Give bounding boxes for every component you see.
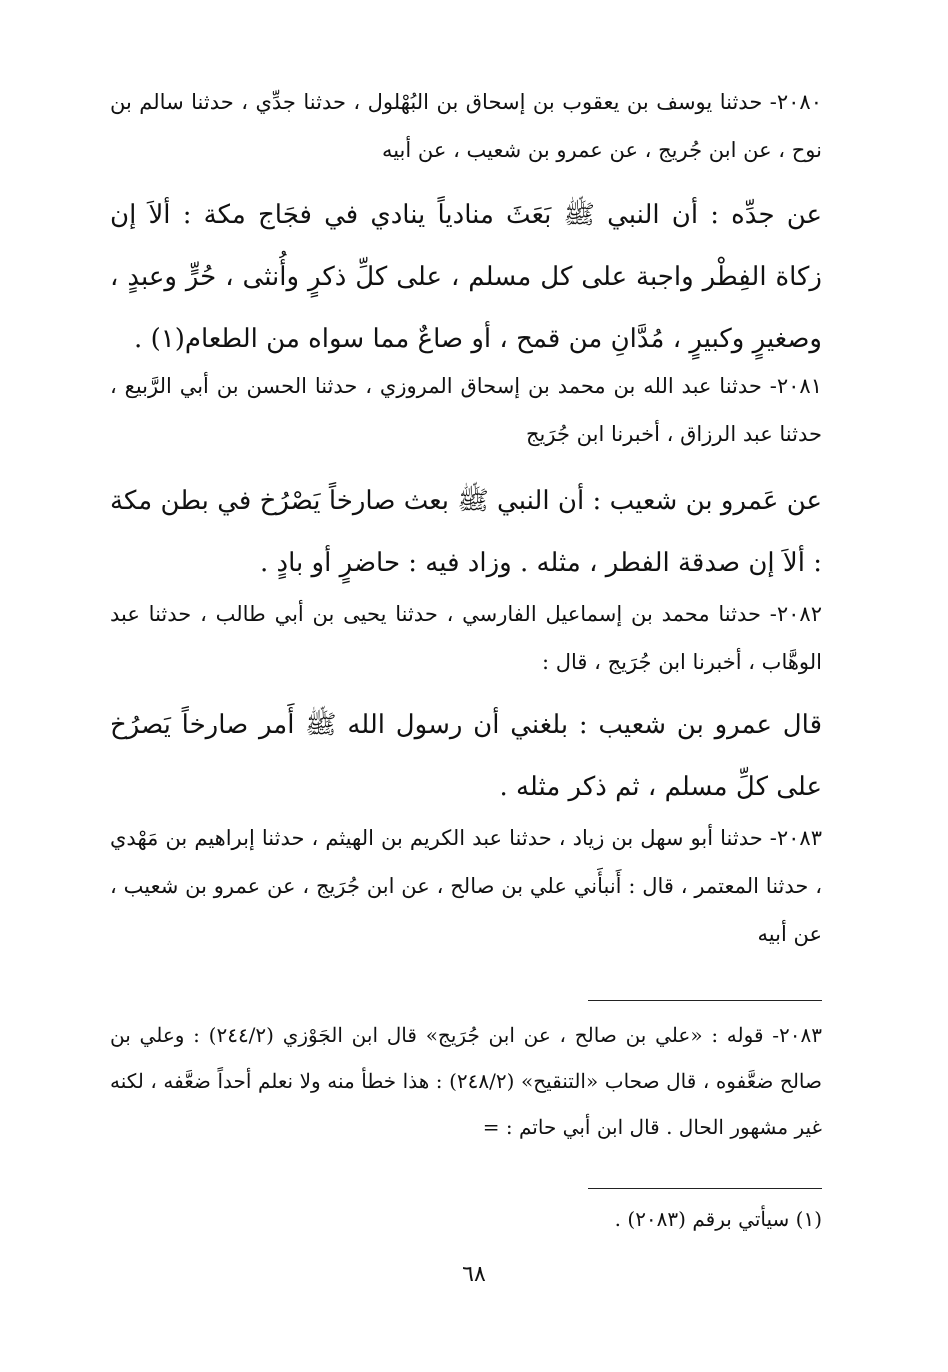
page-number: ٦٨ — [462, 1262, 486, 1287]
commentary-divider — [588, 1000, 822, 1001]
hadith-2081-matn: عن عَمرو بن شعيب : أن النبي ﷺ بعث صارخاً يَصْرُخ في بطن مكة : ألاَ إن صدقة الفطر ، مثله . وزاد فيه : حاضرٍ أو بادٍ . — [110, 486, 822, 578]
hadith-2083-isnad: ٢٠٨٣- حدثنا أبو سهل بن زياد ، حدثنا عبد الكريم بن الهيثم ، حدثنا إبراهيم بن مَهْدي ، حدثنا المعتمر ، قال : أَنبأَني علي بن صالح ، عن ابن جُرَيج ، عن عمرو بن شعيب ، عن أبيه — [110, 826, 822, 946]
footnote-text: (١) سيأتي برقم (٢٠٨٣) . — [614, 1207, 822, 1231]
hadith-2080-isnad: ٢٠٨٠- حدثنا يوسف بن يعقوب بن إسحاق بن البُهْلول ، حدثنا جدِّي ، حدثنا سالم بن نوح ، عن ابن جُريج ، عن عمرو بن شعيب ، عن أبيه — [110, 90, 822, 162]
commentary-text: ٢٠٨٣- قوله : «علي بن صالح ، عن ابن جُرَيج» قال ابن الجَوْزي (٢٤٤/٢) : وعلي بن صالح ضعَّفوه ، قال صحاب «التنقيح» (٢٤٨/٢) : هذا خطأ منه ولا نعلم أحداً ضعَّفه ، لكنه غير مشهور الحال . قال ابن أبي حاتم : = — [110, 1023, 823, 1139]
footnote-divider — [588, 1188, 822, 1189]
hadith-2082-isnad: ٢٠٨٢- حدثنا محمد بن إسماعيل الفارسي ، حدثنا يحيى بن أبي طالب ، حدثنا عبد الوهَّاب ، أخبرنا ابن جُرَيج ، قال : — [110, 602, 822, 674]
hadith-2082-matn: قال عمرو بن شعيب : بلغني أن رسول الله ﷺ أَمر صارخاً يَصرُخ على كلِّ مسلم ، ثم ذكر مثله . — [110, 710, 822, 802]
hadith-2080-matn: عن جدِّه : أن النبي ﷺ بَعَثَ منادياً ينادي في فجَاج مكة : ألاَ إن زكاة الفِطْر واجبة على كل مسلم ، على كلِّ ذكرٍ وأُنثى ، حُرٍّ وعبدٍ ، وصغيرٍ وكبيرٍ ، مُدَّانِ من قمح ، أو صاعٌ مما سواه من الطعام(١) . — [110, 200, 822, 354]
hadith-2081-isnad: ٢٠٨١- حدثنا عبد الله بن محمد بن إسحاق المروزي ، حدثنا الحسن بن أبي الرَّبيع ، حدثنا عبد الرزاق ، أخبرنا ابن جُرَيج — [110, 374, 822, 446]
